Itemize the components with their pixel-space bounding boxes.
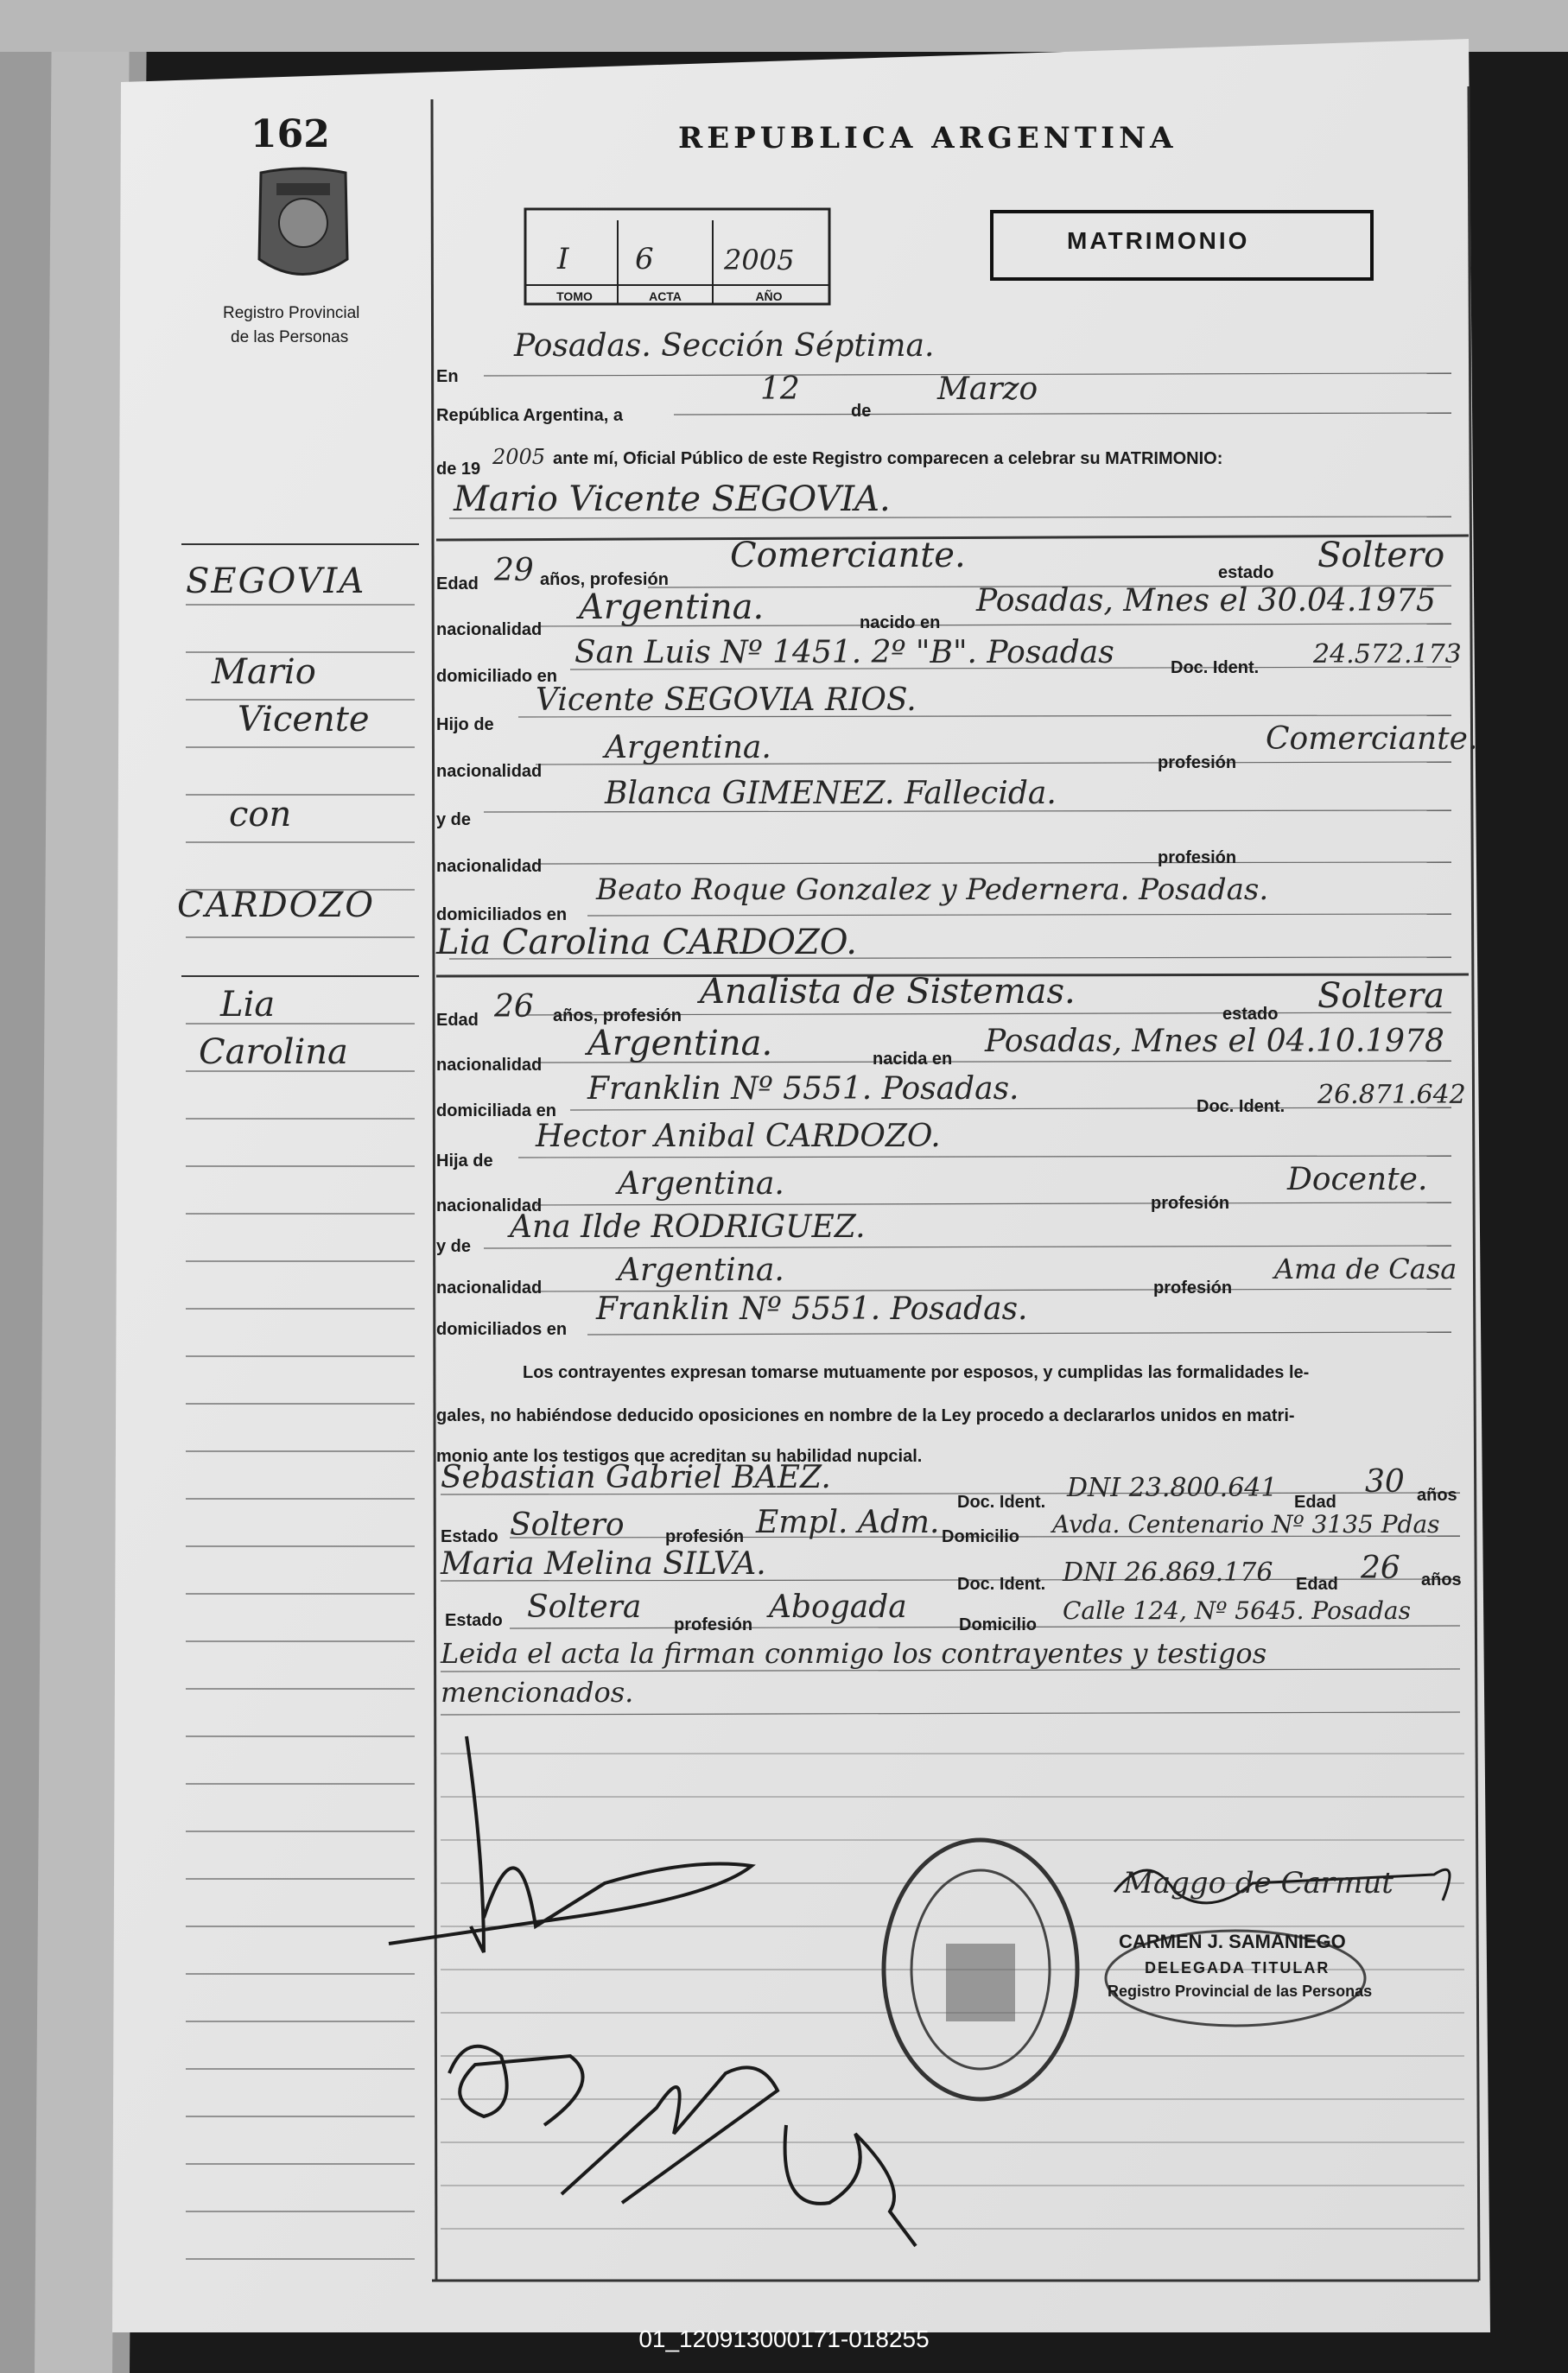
groom-mother-prof-label: profesión: [1158, 848, 1237, 867]
groom-parents-dom-label: domiciliados en: [436, 905, 568, 924]
groom-estado-label: estado: [1218, 563, 1274, 582]
margin-name-carolina: Carolina: [199, 1032, 348, 1072]
bride-nationality: Argentina.: [587, 1024, 773, 1063]
place-value: Posadas. Sección Séptima.: [514, 328, 935, 364]
groom-profession: Comerciante.: [730, 536, 966, 575]
margin-name-mario: Mario: [212, 652, 316, 692]
legal-line-1: Los contrayentes expresan tomarse mutuamente por esposos, y cumplidas las formalidades le-: [523, 1363, 1310, 1382]
closing-line-2: mencionados.: [441, 1676, 634, 1709]
page-number: 162: [251, 112, 330, 156]
groom-mother-nat-label: nacionalidad: [436, 857, 543, 876]
bride-nationality-label: nacionalidad: [436, 1056, 543, 1075]
witness1-name: Sebastian Gabriel BAEZ.: [441, 1460, 831, 1495]
witness2-name: Maria Melina SILVA.: [441, 1546, 766, 1582]
groom-doc: 24.572.173: [1313, 639, 1462, 669]
official-signature-text: Maggo de Carmut: [1123, 1866, 1393, 1900]
ano-value: 2005: [724, 244, 795, 276]
closing-line-1: Leida el acta la firman conmigo los contrayentes y testigos: [441, 1637, 1267, 1670]
margin-surname-bride: CARDOZO: [177, 885, 376, 925]
bride-address: Franklin Nº 5551. Posadas.: [587, 1071, 1019, 1107]
margin-con: con: [229, 795, 292, 834]
groom-hijo-label: Hijo de: [436, 715, 494, 734]
acta-value: 6: [635, 242, 654, 276]
bride-doc: 26.871.642: [1317, 1080, 1466, 1110]
bride-address-label: domiciliada en: [436, 1101, 556, 1120]
bride-mother-profession: Ama de Casa: [1274, 1253, 1457, 1285]
provincial-seal-icon: [259, 168, 347, 275]
witness2-doc: DNI 26.869.176: [1063, 1558, 1273, 1588]
groom-edad-label: Edad: [436, 574, 479, 593]
de-label: de: [851, 402, 872, 421]
year-value: 2005: [492, 445, 546, 469]
bride-father-profession: Docente.: [1287, 1162, 1428, 1197]
image-id-caption: 01_120913000171-018255: [638, 2325, 930, 2352]
country-title: REPUBLICA ARGENTINA: [678, 121, 1178, 155]
tomo-label: TOMO: [556, 289, 593, 303]
bride-name: Lia Carolina CARDOZO.: [436, 923, 857, 962]
bride-profession: Analista de Sistemas.: [700, 972, 1076, 1012]
bride-nacida-label: nacida en: [873, 1050, 953, 1069]
witness2-anos-label: años: [1421, 1570, 1462, 1589]
witness2-doc-label: Doc. Ident.: [957, 1575, 1046, 1594]
official-title: DELEGADA TITULAR: [1145, 1959, 1330, 1976]
bride-parents-dom-label: domiciliados en: [436, 1320, 568, 1339]
witness1-profession: Empl. Adm.: [756, 1505, 940, 1540]
groom-father-nationality: Argentina.: [605, 730, 771, 765]
margin-name-vicente: Vicente: [238, 700, 370, 739]
acta-label: ACTA: [649, 289, 682, 303]
groom-father-prof-label: profesión: [1158, 753, 1237, 772]
groom-parents-address: Beato Roque Gonzalez y Pedernera. Posadas.: [596, 872, 1269, 907]
groom-status: Soltero: [1317, 536, 1445, 575]
groom-nationality-label: nacionalidad: [436, 620, 543, 639]
bride-age: 26: [494, 989, 534, 1025]
witness1-age: 30: [1365, 1464, 1405, 1500]
groom-doc-label: Doc. Ident.: [1171, 658, 1260, 677]
groom-profesion-label: años, profesión: [540, 570, 669, 589]
official-name: CARMEN J. SAMANIEGO: [1119, 1931, 1346, 1952]
groom-name: Mario Vicente SEGOVIA.: [454, 479, 891, 519]
seal-caption-1: Registro Provincial: [223, 304, 360, 322]
bride-yde-label: y de: [436, 1237, 472, 1256]
bride-father: Hector Anibal CARDOZO.: [536, 1119, 941, 1154]
bride-birth: Posadas, Mnes el 04.10.1978: [985, 1024, 1444, 1059]
de19-label: de 19: [436, 460, 481, 479]
witness1-doc: DNI 23.800.641: [1067, 1473, 1278, 1503]
groom-address: San Luis Nº 1451. 2º "B". Posadas: [575, 635, 1114, 670]
witness2-profession: Abogada: [769, 1589, 907, 1625]
witness2-age: 26: [1361, 1551, 1400, 1586]
bride-father-prof-label: profesión: [1151, 1194, 1230, 1213]
bride-mother-nat-label: nacionalidad: [436, 1279, 543, 1298]
seal-caption-2: de las Personas: [231, 328, 349, 346]
witness2-status: Soltera: [527, 1589, 642, 1625]
groom-age: 29: [494, 553, 534, 588]
groom-address-label: domiciliado en: [436, 667, 558, 686]
bride-mother-prof-label: profesión: [1153, 1279, 1233, 1298]
en-label: En: [436, 367, 459, 386]
legal-line-2: gales, no habiéndose deducido oposiciones en nombre de la Ley procedo a declararlos unidos en matri-: [436, 1406, 1295, 1425]
groom-mother: Blanca GIMENEZ. Fallecida.: [605, 776, 1057, 811]
groom-father: Vicente SEGOVIA RIOS.: [536, 682, 917, 718]
official-office: Registro Provincial de las Personas: [1108, 1983, 1373, 2000]
bride-doc-label: Doc. Ident.: [1197, 1097, 1286, 1116]
legal-line-3: monio ante los testigos que acreditan su habilidad nupcial.: [436, 1447, 923, 1466]
bride-edad-label: Edad: [436, 1011, 479, 1030]
ano-label: AÑO: [755, 289, 783, 303]
witness1-edad-label: Edad: [1294, 1493, 1336, 1512]
margin-surname-groom: SEGOVIA: [186, 562, 366, 601]
witness2-estado-label: Estado: [445, 1611, 503, 1630]
witness1-anos-label: años: [1417, 1486, 1457, 1505]
groom-nacido-label: nacido en: [860, 613, 941, 632]
bride-estado-label: estado: [1222, 1005, 1279, 1024]
bride-status: Soltera: [1317, 976, 1444, 1016]
witness2-edad-label: Edad: [1296, 1575, 1338, 1594]
day-value: 12: [760, 371, 800, 407]
groom-father-profession: Comerciante.: [1266, 721, 1478, 757]
witness1-profesion-label: profesión: [665, 1527, 745, 1546]
margin-name-lia: Lia: [220, 985, 276, 1025]
bride-mother-nationality: Argentina.: [618, 1253, 784, 1288]
bride-profesion-label: años, profesión: [553, 1006, 682, 1025]
groom-nationality: Argentina.: [579, 587, 765, 627]
witness1-doc-label: Doc. Ident.: [957, 1493, 1046, 1512]
bride-mother: Ana Ilde RODRIGUEZ.: [510, 1209, 866, 1245]
witness1-address: Avda. Centenario Nº 3135 Pdas: [1052, 1510, 1440, 1539]
month-value: Marzo: [937, 371, 1038, 407]
groom-father-nat-label: nacionalidad: [436, 762, 543, 781]
bride-hija-label: Hija de: [436, 1152, 493, 1171]
witness1-domicilio-label: Domicilio: [942, 1527, 1020, 1546]
republica-label: República Argentina, a: [436, 406, 623, 425]
groom-birth: Posadas, Mnes el 30.04.1975: [976, 583, 1436, 619]
intro-statement: ante mí, Oficial Público de este Registro comparecen a celebrar su MATRIMONIO:: [553, 449, 1223, 468]
witness1-estado-label: Estado: [441, 1527, 498, 1546]
act-type-title: MATRIMONIO: [1067, 227, 1250, 254]
witness2-profesion-label: profesión: [674, 1615, 753, 1634]
tomo-value: I: [557, 242, 569, 276]
witness1-status: Soltero: [510, 1507, 625, 1543]
groom-yde-label: y de: [436, 810, 472, 829]
bride-parents-address: Franklin Nº 5551. Posadas.: [596, 1291, 1028, 1327]
witness2-domicilio-label: Domicilio: [959, 1615, 1038, 1634]
bride-father-nationality: Argentina.: [618, 1166, 784, 1202]
bride-father-nat-label: nacionalidad: [436, 1196, 543, 1215]
witness2-address: Calle 124, Nº 5645. Posadas: [1063, 1596, 1411, 1625]
